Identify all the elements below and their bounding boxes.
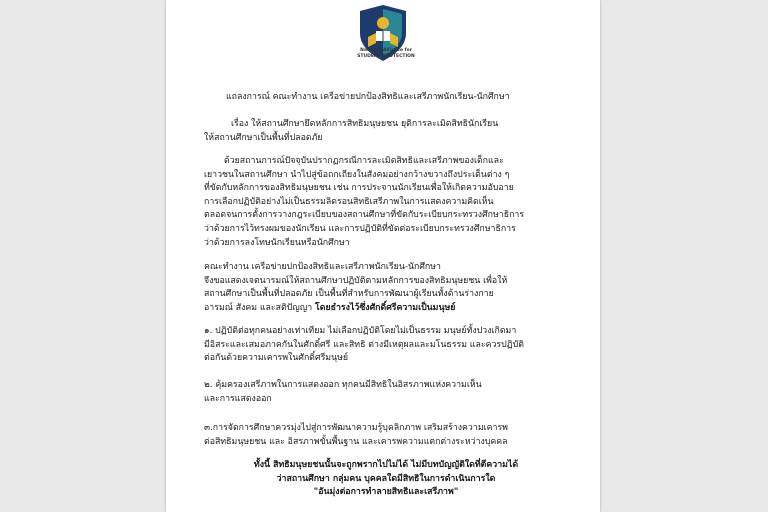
subject-line: ให้สถานศึกษาเป็นพื้นที่ปลอดภัย <box>204 132 323 143</box>
paragraph-line: ที่ขัดกับหลักการของสิทธิมนุษยชน เช่น การประจานนักเรียนเพื่อให้เกิดความอับอาย <box>204 183 514 194</box>
paragraph-line <box>204 302 584 316</box>
paragraph-line: ตลอดจนการตั้งการวางกฎระเบียบของสถานศึกษาที่ขัดกับระเบียบกระทรวงศึกษาธิการ <box>204 210 525 221</box>
paragraph-line: การเลือกปฏิบัติอย่างไม่เป็นธรรมลิดรอนสิทธิเสรีภาพในการแสดงความคิดเห็น <box>204 196 494 207</box>
item-line: และการแสดงออก <box>204 393 272 404</box>
list-item-2 <box>204 379 584 406</box>
org-name-line1: National Alliance for <box>360 48 412 53</box>
intent-plain-text: อารมณ์ สังคม และสติปัญญา <box>204 302 316 313</box>
paragraph-line: จึงขอแสดงเจตนารมณ์ให้สถานศึกษาปฏิบัติตามหลักการของสิทธิมนุษยชน เพื่อให้ <box>204 275 508 286</box>
intent-bold-text: โดยธำรงไว้ซึ่งศักดิ์ศรีความเป็นมนุษย์ <box>315 302 456 313</box>
org-name-line2: STUDENT PROTECTION <box>357 54 415 59</box>
list-item-1 <box>204 325 584 366</box>
document-title <box>226 91 600 105</box>
paragraph-situation <box>204 155 584 250</box>
item-line: มีอิสระและเสมอภาคกันในศักดิ์ศรี และสิทธิ ต่างมีเหตุผลและมโนธรรม และควรปฏิบัติ <box>204 339 524 350</box>
item-line: ๓.การจัดการศึกษาควรมุ่งไปสู่การพัฒนาความรู้บุคลิกภาพ เสริมสร้างความเคารพ <box>204 423 508 433</box>
closing-line: ว่าสถานศึกษา กลุ่มคน บุคคลใดมีสิทธิในการดำเนินการใด <box>276 473 496 484</box>
organization-name <box>326 48 446 60</box>
item-line: ๑. ปฏิบัติต่อทุกคนอย่างเท่าเทียม ไม่เลือกปฏิบัติโดยไม่เป็นธรรม มนุษย์ทั้งปวงเกิดมา <box>204 326 517 336</box>
closing-line: "อันมุ่งต่อการทำลายสิทธิและเสรีภาพ" <box>313 487 459 498</box>
item-line: ต่อสิทธิมนุษยชน และ อิสรภาพขั้นพื้นฐาน และเคารพความแตกต่างระหว่างบุคคล <box>204 436 508 447</box>
paragraph-line: ว่าด้วยการลงโทษนักเรียนหรือนักศึกษา <box>204 237 350 248</box>
document-page <box>166 0 600 512</box>
item-line: ๒. คุ้มครองเสรีภาพในการแสดงออก ทุกคนมีสิทธิในอิสรภาพแห่งความเห็น <box>204 380 482 390</box>
paragraph-line: สถานศึกษาเป็นพื้นที่ปลอดภัย เป็นพื้นที่สำหรับการพัฒนาผู้เรียนทั้งด้านร่างกาย <box>204 289 494 300</box>
closing-statement <box>186 459 586 500</box>
item-line: ต่อกันด้วยความเคารพในศักดิ์ศรีมนุษย์ <box>204 353 349 364</box>
paragraph-line: เยาวชนในสถานศึกษา นำไปสู่ข้อถกเถียงในสังคมอย่างกว้างขวางถึงประเด็นต่าง ๆ <box>204 169 510 180</box>
paragraph-line: ด้วยสถานการณ์ปัจจุบันปรากฏกรณีการละเมิดสิทธิและเสรีภาพของเด็กและ <box>224 156 504 166</box>
subject-line: เรื่อง ให้สถานศึกษายึดหลักการสิทธิมนุษยชน ยุติการละเมิดสิทธินักเรียน <box>231 119 499 129</box>
title-text: แถลงการณ์ คณะทำงาน เครือข่ายปกป้องสิทธิและเสรีภาพนักเรียน-นักศึกษา <box>226 92 510 102</box>
paragraph-line: ว่าด้วยการไว้ทรงผมของนักเรียน และการปฏิบัติที่ขัดต่อระเบียบกระทรวงศึกษาธิการ <box>204 223 516 234</box>
closing-line: ทั้งนี้ สิทธิมนุษยชนนั้นจะถูกพรากไปไม่ได้ ไม่มีบทบัญญัติใดที่ตีความได้ <box>253 460 519 470</box>
paragraph-line: คณะทำงาน เครือข่ายปกป้องสิทธิและเสรีภาพนักเรียน-นักศึกษา <box>204 262 441 272</box>
paragraph-intent <box>204 261 584 315</box>
list-item-3 <box>204 422 584 449</box>
subject <box>204 118 584 145</box>
